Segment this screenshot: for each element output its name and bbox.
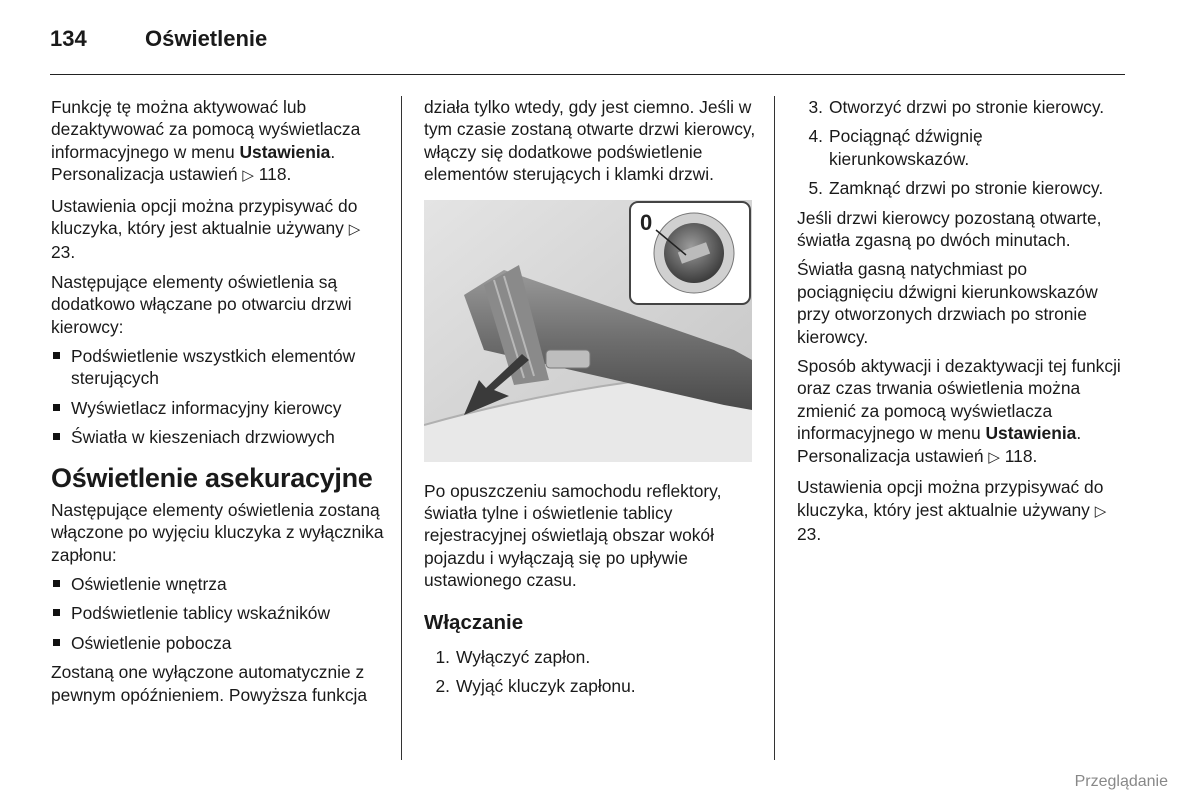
list-item (424, 675, 760, 697)
text: Funkcję tę można aktywować lub dezaktywować za pomocą wyświetlacza informacyjnego w menu (51, 97, 361, 162)
header-rule (50, 74, 1125, 75)
page-ref: 118. (1004, 445, 1038, 466)
column-divider (401, 96, 402, 760)
section-heading: Oświetlenie asekuracyjne (51, 462, 373, 493)
step-number: 3. (808, 97, 823, 117)
menu-name: Ustawienia (985, 423, 1077, 444)
step-number: 4. (808, 126, 823, 147)
page-title: Oświetlenie (145, 26, 268, 51)
paragraph: działa tylko wtedy, gdy jest ciemno. Jeśli w tym czasie zostaną otwarte drzwi kierowcy, włączy się dodatkowe podświetlenie elementów sterujących i klamki drzwi. (424, 97, 756, 185)
list-item-text: Podświetlenie wszystkich elementów sterujących (71, 346, 356, 389)
column-divider (774, 96, 775, 760)
paragraph (51, 96, 387, 188)
page-ref: 23. (797, 523, 822, 544)
list-item (51, 345, 387, 390)
paragraph: Jeśli drzwi kierowcy pozostaną otwarte, światła zgasną po dwóch minutach. (797, 207, 1102, 251)
page-ref-icon: ▷ (348, 221, 361, 239)
list-item (51, 397, 387, 419)
page-ref-icon: ▷ (1094, 502, 1107, 520)
bullet-icon (53, 639, 60, 646)
list-item-text: Wyświetlacz informacyjny kierowcy (71, 397, 342, 418)
step-text: Zamknąć drzwi po stronie kierowcy. (829, 178, 1104, 199)
step-text: Otworzyć drzwi po stronie kierowcy. (829, 97, 1105, 117)
text: . Personalizacja ustawień (797, 423, 1082, 466)
paragraph (797, 355, 1127, 469)
lever-icon (424, 200, 752, 462)
page-header (50, 26, 267, 56)
list-item (424, 646, 760, 668)
paragraph: Zostaną one wyłączone automatycznie z pewnym opóźnieniem. Powyższa funkcja (51, 662, 368, 705)
list-item-text: Oświetlenie pobocza (71, 632, 232, 653)
menu-name: Ustawienia (239, 141, 331, 162)
section-footer: Przeglądanie (1074, 773, 1168, 790)
column-1 (51, 96, 387, 713)
page-ref: 23. (51, 242, 76, 263)
list-item (797, 125, 1127, 170)
list-item (51, 426, 387, 448)
step-text: Pociągnąć dźwignię kierunkowskazów. (829, 126, 983, 169)
list-item-text: Oświetlenie wnętrza (71, 573, 227, 594)
bullet-icon (53, 352, 60, 359)
page-number: 134 (50, 26, 87, 51)
switch-position-label: 0 (640, 209, 653, 235)
list-item (51, 573, 387, 595)
list-item (797, 177, 1127, 199)
step-number: 2. (435, 676, 450, 697)
page-ref-icon: ▷ (988, 448, 1000, 466)
paragraph: Następujące elementy oświetlenia zostaną włączone po wyjęciu kluczyka z wyłącznika zapłonu: (51, 499, 384, 565)
bullet-icon (53, 580, 60, 587)
bullet-icon (53, 609, 60, 616)
text: Ustawienia opcji można przypisywać do kluczyka, który jest aktualnie używany (51, 195, 358, 239)
paragraph (797, 476, 1127, 545)
page-ref: 118. (258, 164, 292, 185)
column-3 (797, 96, 1127, 552)
column-2 (424, 96, 760, 705)
paragraph: Następujące elementy oświetlenia są dodatkowo włączane po otwarciu drzwi kierowcy: (51, 271, 352, 337)
paragraph: Światła gasną natychmiast po pociągnięciu dźwigni kierunkowskazów przy otworzonych drzwiach po stronie kierowcy. (797, 259, 1098, 347)
text: . Personalizacja ustawień (51, 141, 336, 185)
list-item-text: Światła w kieszeniach drzwiowych (71, 427, 335, 448)
list-item (51, 632, 387, 654)
step-text: Wyjąć kluczyk zapłonu. (456, 676, 636, 697)
list-item (797, 96, 1127, 118)
page-ref-icon: ▷ (242, 167, 254, 185)
list-item-text: Podświetlenie tablicy wskaźników (71, 603, 331, 624)
step-number: 5. (808, 178, 823, 199)
paragraph (51, 195, 387, 264)
turn-signal-lever-illustration (424, 200, 752, 462)
text: Sposób aktywacji i dezaktywacji tej funkcji oraz czas trwania oświetlenia można zmienić za pomocą wyświetlacza informacyjnego w menu (797, 356, 1121, 444)
text: Ustawienia opcji można przypisywać do kluczyka, który jest aktualnie używany (797, 477, 1104, 520)
bullet-icon (53, 404, 60, 411)
step-text: Wyłączyć zapłon. (456, 647, 591, 668)
paragraph: Po opuszczeniu samochodu reflektory, światła tylne i oświetlenie tablicy rejestracyjnej oświetlają obszar wokół pojazdu i wyłączają się po upływie ustawionego czasu. (424, 480, 722, 591)
step-number: 1. (435, 647, 450, 668)
list-item (51, 602, 387, 624)
bullet-icon (53, 433, 60, 440)
subsection-heading: Włączanie (424, 610, 524, 634)
